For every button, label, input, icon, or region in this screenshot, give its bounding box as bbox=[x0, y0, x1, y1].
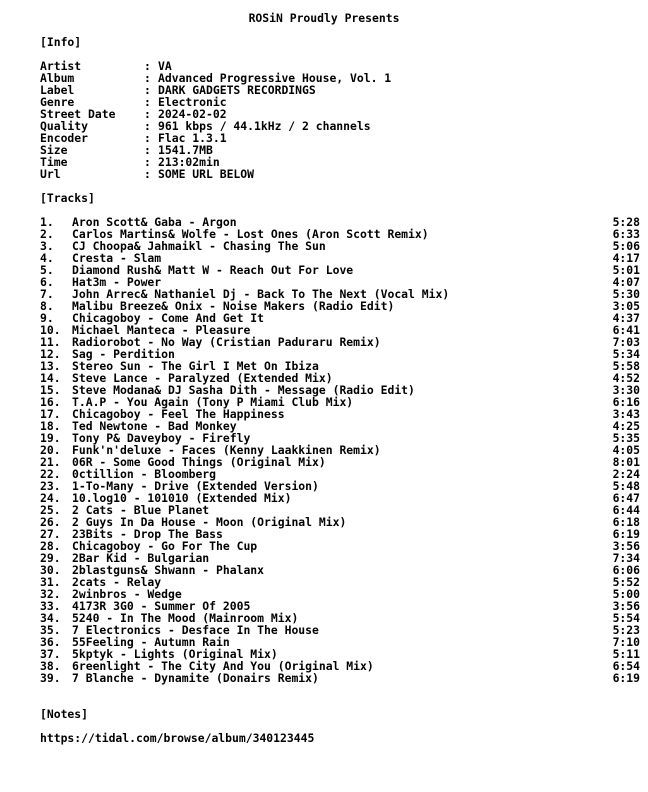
info-key: Artist bbox=[40, 59, 82, 73]
track-number: 2. bbox=[40, 227, 54, 241]
track-title: Aron Scott& Gaba - Argon bbox=[72, 215, 237, 229]
track-title: Steve Lance - Paralyzed (Extended Mix) bbox=[72, 371, 333, 385]
info-key: Label bbox=[40, 83, 75, 97]
info-row bbox=[40, 168, 254, 180]
track-number: 31. bbox=[40, 575, 61, 589]
track-row bbox=[40, 672, 640, 684]
track-number: 6. bbox=[40, 275, 54, 289]
tracks-heading: [Tracks] bbox=[40, 191, 95, 205]
info-separator: : bbox=[144, 119, 151, 133]
info-separator: : bbox=[144, 131, 151, 145]
track-number: 34. bbox=[40, 611, 61, 625]
track-duration: 3:30 bbox=[612, 383, 640, 397]
track-title: Carlos Martins& Wolfe - Lost Ones (Aron Scott Remix) bbox=[72, 227, 429, 241]
track-duration: 6:44 bbox=[612, 503, 640, 517]
track-number: 29. bbox=[40, 551, 61, 565]
info-value: 961 kbps / 44.1kHz / 2 channels bbox=[158, 119, 371, 133]
track-title: 7 Blanche - Dynamite (Donairs Remix) bbox=[72, 671, 319, 685]
info-value: VA bbox=[158, 59, 172, 73]
info-separator: : bbox=[144, 143, 151, 157]
track-title: 23Bits - Drop The Bass bbox=[72, 527, 223, 541]
track-duration: 4:07 bbox=[612, 275, 640, 289]
track-number: 5. bbox=[40, 263, 54, 277]
track-title: Michael Manteca - Pleasure bbox=[72, 323, 251, 337]
track-title: Diamond Rush& Matt W - Reach Out For Love bbox=[72, 263, 354, 277]
track-number: 37. bbox=[40, 647, 61, 661]
track-title: Sag - Perdition bbox=[72, 347, 175, 361]
track-number: 18. bbox=[40, 419, 61, 433]
info-key: Quality bbox=[40, 119, 89, 133]
track-number: 11. bbox=[40, 335, 61, 349]
track-title: 2winbros - Wedge bbox=[72, 587, 182, 601]
track-number: 33. bbox=[40, 599, 61, 613]
track-title: Cresta - Slam bbox=[72, 251, 162, 265]
info-separator: : bbox=[144, 71, 151, 85]
track-duration: 5:52 bbox=[612, 575, 640, 589]
info-separator: : bbox=[144, 95, 151, 109]
track-title: 2blastguns& Shwann - Phalanx bbox=[72, 563, 265, 577]
track-duration: 6:19 bbox=[612, 671, 640, 685]
track-title: John Arrec& Nathaniel Dj - Back To The Next (Vocal Mix) bbox=[72, 287, 450, 301]
track-title: 2Bar Kid - Bulgarian bbox=[72, 551, 210, 565]
info-key: Genre bbox=[40, 95, 75, 109]
info-separator: : bbox=[144, 59, 151, 73]
track-duration: 3:05 bbox=[612, 299, 640, 313]
track-duration: 6:06 bbox=[612, 563, 640, 577]
track-duration: 6:54 bbox=[612, 659, 640, 673]
track-duration: 3:43 bbox=[612, 407, 640, 421]
track-number: 1. bbox=[40, 215, 54, 229]
track-duration: 5:23 bbox=[612, 623, 640, 637]
info-key: Album bbox=[40, 71, 75, 85]
track-duration: 2:24 bbox=[612, 467, 640, 481]
track-number: 35. bbox=[40, 623, 61, 637]
track-title: Stereo Sun - The Girl I Met On Ibiza bbox=[72, 359, 319, 373]
track-duration: 3:56 bbox=[612, 539, 640, 553]
info-heading: [Info] bbox=[40, 35, 82, 49]
track-number: 22. bbox=[40, 467, 61, 481]
info-separator: : bbox=[144, 107, 151, 121]
track-number: 21. bbox=[40, 455, 61, 469]
info-key: Url bbox=[40, 167, 61, 181]
track-duration: 3:56 bbox=[612, 599, 640, 613]
track-number: 13. bbox=[40, 359, 61, 373]
track-number: 32. bbox=[40, 587, 61, 601]
track-number: 39. bbox=[40, 671, 61, 685]
track-title: Funk'n'deluxe - Faces (Kenny Laakkinen Remix) bbox=[72, 443, 381, 457]
track-title: Chicagoboy - Feel The Happiness bbox=[72, 407, 285, 421]
track-title: 1-To-Many - Drive (Extended Version) bbox=[72, 479, 319, 493]
track-number: 17. bbox=[40, 407, 61, 421]
info-value: 2024-02-02 bbox=[158, 107, 227, 121]
track-number: 26. bbox=[40, 515, 61, 529]
track-duration: 4:52 bbox=[612, 371, 640, 385]
track-duration: 6:16 bbox=[612, 395, 640, 409]
track-title: Malibu Breeze& Onix - Noise Makers (Radio Edit) bbox=[72, 299, 395, 313]
track-number: 23. bbox=[40, 479, 61, 493]
track-duration: 5:11 bbox=[612, 647, 640, 661]
track-title: 2 Guys In Da House - Moon (Original Mix) bbox=[72, 515, 347, 529]
track-title: 4173R 3G0 - Summer Of 2005 bbox=[72, 599, 251, 613]
info-value: Flac 1.3.1 bbox=[158, 131, 227, 145]
info-value: DARK GADGETS RECORDINGS bbox=[158, 83, 316, 97]
info-key: Time bbox=[40, 155, 68, 169]
track-duration: 5:35 bbox=[612, 431, 640, 445]
info-key: Street Date bbox=[40, 107, 116, 121]
track-title: 10.log10 - 101010 (Extended Mix) bbox=[72, 491, 292, 505]
track-number: 16. bbox=[40, 395, 61, 409]
track-title: Ted Newtone - Bad Monkey bbox=[72, 419, 237, 433]
page-title: ROSiN Proudly Presents bbox=[248, 11, 400, 25]
info-value: SOME URL BELOW bbox=[158, 167, 255, 181]
track-duration: 6:47 bbox=[612, 491, 640, 505]
info-key: Size bbox=[40, 143, 68, 157]
info-separator: : bbox=[144, 83, 151, 97]
track-number: 4. bbox=[40, 251, 54, 265]
track-duration: 5:48 bbox=[612, 479, 640, 493]
track-title: Tony P& Daveyboy - Firefly bbox=[72, 431, 251, 445]
track-number: 20. bbox=[40, 443, 61, 457]
track-title: CJ Choopa& Jahmaikl - Chasing The Sun bbox=[72, 239, 326, 253]
info-value: 213:02min bbox=[158, 155, 220, 169]
track-title: Hat3m - Power bbox=[72, 275, 162, 289]
track-duration: 6:41 bbox=[612, 323, 640, 337]
track-title: 2 Cats - Blue Planet bbox=[72, 503, 210, 517]
track-title: 5240 - In The Mood (Mainroom Mix) bbox=[72, 611, 299, 625]
info-separator: : bbox=[144, 155, 151, 169]
track-number: 7. bbox=[40, 287, 54, 301]
track-duration: 5:06 bbox=[612, 239, 640, 253]
track-duration: 5:34 bbox=[612, 347, 640, 361]
track-number: 27. bbox=[40, 527, 61, 541]
track-duration: 4:17 bbox=[612, 251, 640, 265]
track-number: 12. bbox=[40, 347, 61, 361]
track-number: 3. bbox=[40, 239, 54, 253]
track-title: Radiorobot - No Way (Cristian Paduraru Remix) bbox=[72, 335, 381, 349]
notes-heading: [Notes] bbox=[40, 707, 89, 721]
track-number: 38. bbox=[40, 659, 61, 673]
notes-url[interactable]: https://tidal.com/browse/album/340123445 bbox=[40, 731, 315, 745]
track-duration: 5:01 bbox=[612, 263, 640, 277]
track-duration: 7:03 bbox=[612, 335, 640, 349]
track-title: Steve Modana& DJ Sasha Dith - Message (Radio Edit) bbox=[72, 383, 415, 397]
track-number: 10. bbox=[40, 323, 61, 337]
track-duration: 5:30 bbox=[612, 287, 640, 301]
track-title: Chicagoboy - Come And Get It bbox=[72, 311, 265, 325]
track-duration: 8:01 bbox=[612, 455, 640, 469]
track-number: 14. bbox=[40, 371, 61, 385]
track-duration: 6:33 bbox=[612, 227, 640, 241]
track-duration: 7:10 bbox=[612, 635, 640, 649]
track-number: 24. bbox=[40, 491, 61, 505]
track-duration: 6:19 bbox=[612, 527, 640, 541]
track-number: 9. bbox=[40, 311, 54, 325]
track-title: 55Feeling - Autumn Rain bbox=[72, 635, 230, 649]
track-title: T.A.P - You Again (Tony P Miami Club Mix) bbox=[72, 395, 354, 409]
track-number: 28. bbox=[40, 539, 61, 553]
track-title: 7 Electronics - Desface In The House bbox=[72, 623, 319, 637]
track-title: 5kptyk - Lights (Original Mix) bbox=[72, 647, 278, 661]
info-value: Electronic bbox=[158, 95, 227, 109]
track-number: 25. bbox=[40, 503, 61, 517]
track-duration: 5:00 bbox=[612, 587, 640, 601]
track-duration: 6:18 bbox=[612, 515, 640, 529]
track-duration: 7:34 bbox=[612, 551, 640, 565]
track-number: 36. bbox=[40, 635, 61, 649]
track-number: 30. bbox=[40, 563, 61, 577]
track-duration: 5:58 bbox=[612, 359, 640, 373]
track-duration: 5:28 bbox=[612, 215, 640, 229]
track-title: 6reenlight - The City And You (Original Mix) bbox=[72, 659, 374, 673]
info-value: 1541.7MB bbox=[158, 143, 213, 157]
track-title: 2cats - Relay bbox=[72, 575, 162, 589]
track-duration: 4:05 bbox=[612, 443, 640, 457]
track-title: Chicagoboy - Go For The Cup bbox=[72, 539, 258, 553]
track-title: 0ctillion - Bloomberg bbox=[72, 467, 217, 481]
track-number: 8. bbox=[40, 299, 54, 313]
track-duration: 4:37 bbox=[612, 311, 640, 325]
info-separator: : bbox=[144, 167, 151, 181]
info-key: Encoder bbox=[40, 131, 89, 145]
track-number: 19. bbox=[40, 431, 61, 445]
info-value: Advanced Progressive House, Vol. 1 bbox=[158, 71, 392, 85]
track-number: 15. bbox=[40, 383, 61, 397]
track-title: 06R - Some Good Things (Original Mix) bbox=[72, 455, 326, 469]
track-duration: 4:25 bbox=[612, 419, 640, 433]
track-duration: 5:54 bbox=[612, 611, 640, 625]
